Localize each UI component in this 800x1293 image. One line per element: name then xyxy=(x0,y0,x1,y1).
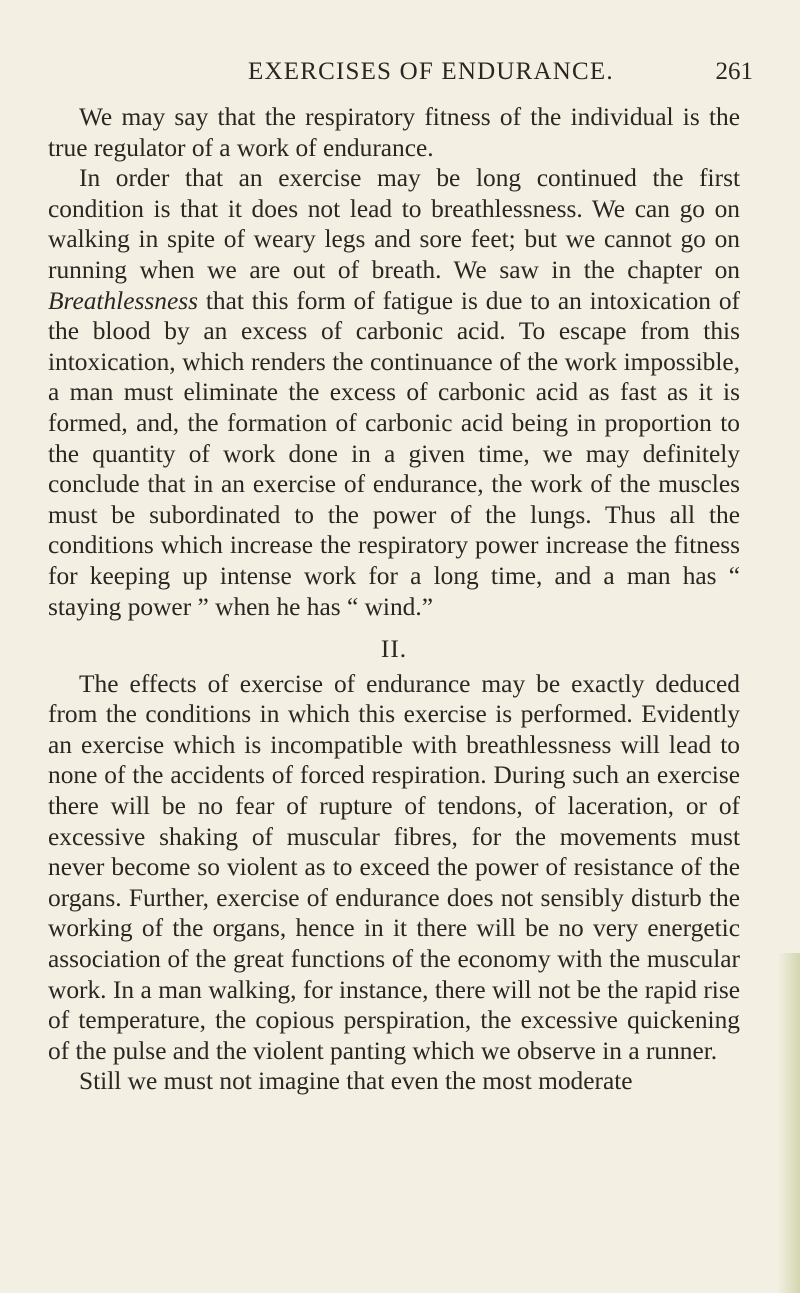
paragraph-2-tail: that this form of fatigue is due to an intoxication of the blood by an excess of carbonic acid. To escape from this intoxication, which renders the continuance of the work impossible, a man must eliminate the excess of carbonic acid as fast as it is formed, and, the formation of carbonic acid being in proportion to the quantity of work done in a given time, we may definitely conclude that in an exercise of endurance, the work of the muscles must be subordinated to the power of the lungs. Thus all the conditions which increase the respiratory power increase the fitness for keeping up intense work for a long time, and a man has “ staying power ” when he has “ wind.” xyxy=(48,286,740,621)
section-number: II. xyxy=(380,635,408,664)
chapter-reference: Breathlessness xyxy=(48,286,198,315)
paragraph-4: Still we must not imagine that even the most moderate xyxy=(79,1067,633,1096)
paragraph-3: The effects of exercise of endurance may be exactly deduced from the conditions in which this exercise is performed. Evidently an exercise which is incompatible with breathlessness will lead to none of the accidents of forced respiration. During such an exercise there will be no fear of rupture of tendons, of laceration, or of excessive shaking of muscular fibres, for the movements must never become so violent as to exceed the power of resistance of the organs. Further, exercise of endurance does not sensibly disturb the working of the organs, hence in it there will be no very energetic association of the great functions of the economy with the muscular work. In a man walking, for instance, there will not be the rapid rise of temperature, the copious perspiration, the excessive quickening of the pulse and the violent panting which we observe in a runner. xyxy=(48,669,740,1065)
running-head xyxy=(248,58,753,92)
paragraph-1: We may say that the respiratory fitness of the individual is the true regulator of a work of endurance. xyxy=(48,103,740,162)
paragraph-2-lead: In order that an exercise may be long continued the first condition is that it does not lead to breathlessness. We can go on walking in spite of weary legs and sore feet; but we cannot go on running when we are out of breath. We saw in the chapter on xyxy=(48,164,740,284)
chapter-title: EXERCISES OF ENDURANCE. xyxy=(248,58,614,85)
page-number: 261 xyxy=(715,58,753,85)
page-edge-stain xyxy=(778,953,800,1293)
body-text xyxy=(48,102,740,1097)
paragraph-2 xyxy=(48,163,740,622)
